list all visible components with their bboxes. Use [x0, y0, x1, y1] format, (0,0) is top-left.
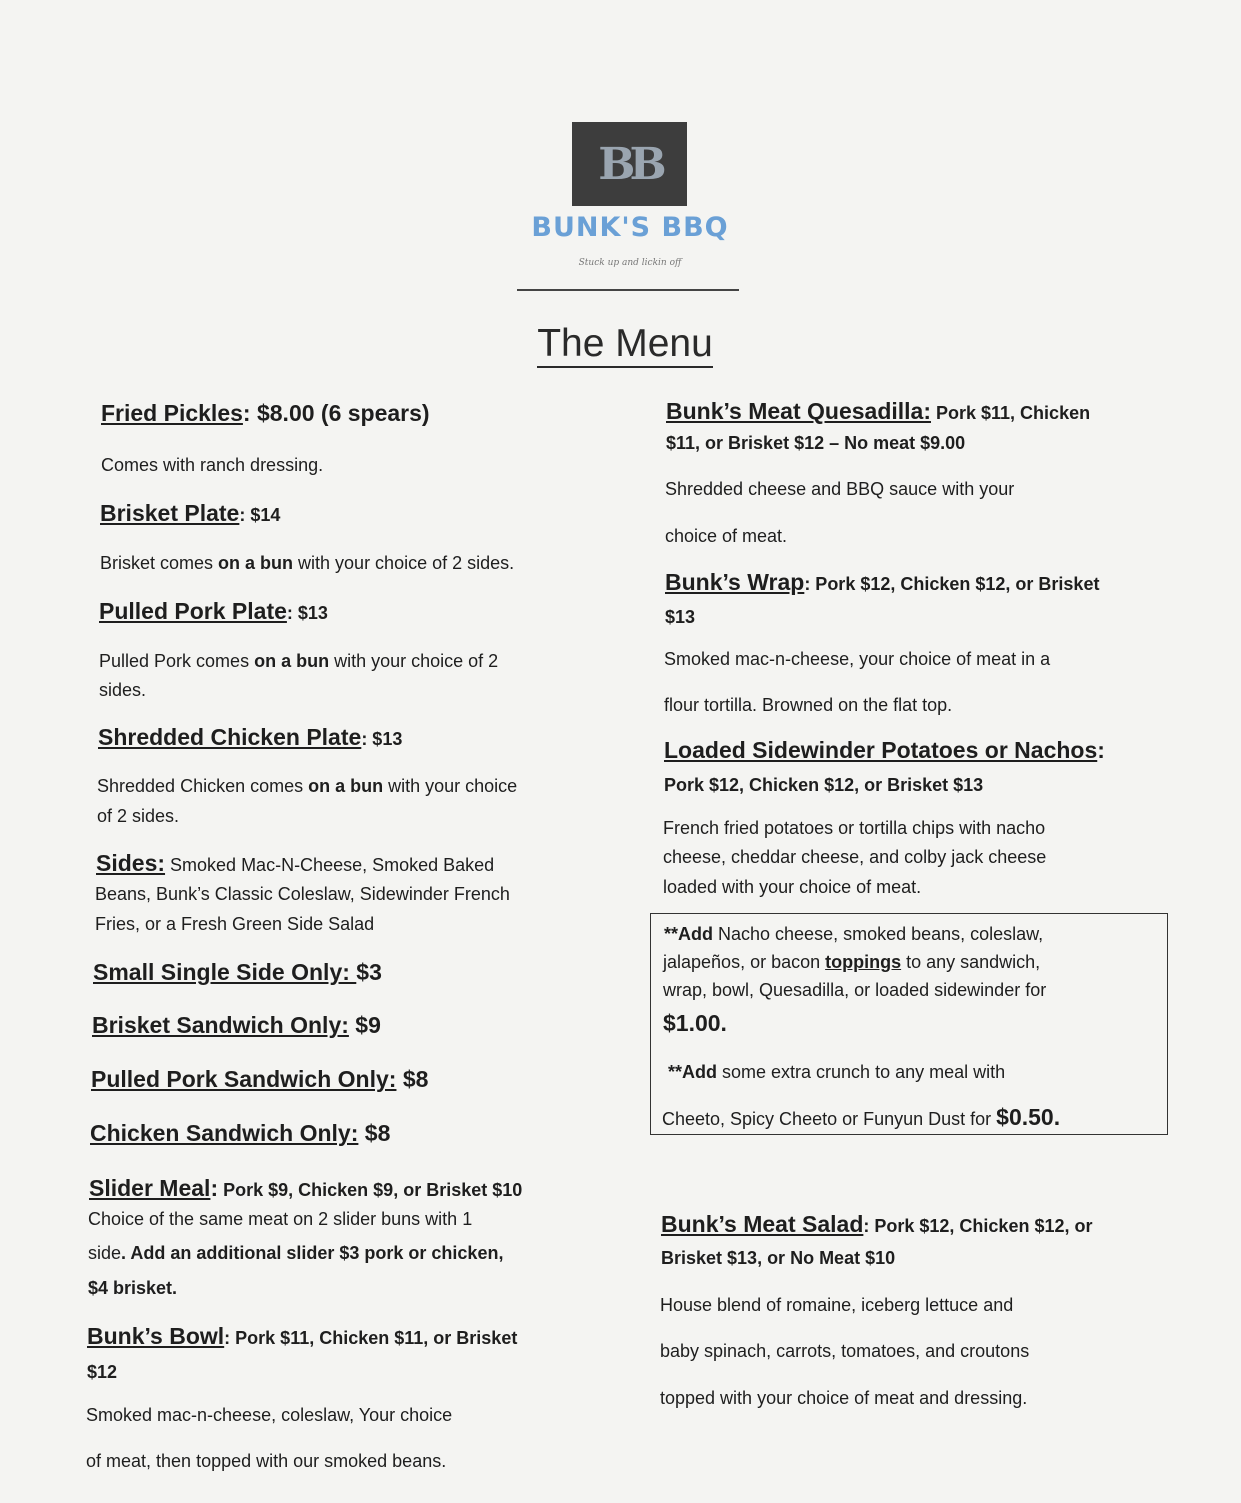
loaded-desc-1: French fried potatoes or tortilla chips with nacho	[663, 818, 1046, 838]
loaded-price: Pork $12, Chicken $12, or Brisket $13	[664, 775, 984, 795]
addons-box	[650, 913, 1168, 1135]
small-side-item: Small Single Side Only: $3	[93, 959, 382, 985]
slider-meal-desc-1: Choice of the same meat on 2 slider buns with 1	[88, 1209, 473, 1229]
addon-2-line-2: Cheeto, Spicy Cheeto or Funyun Dust for $0.50.	[662, 1104, 1061, 1130]
tagline: Stuck up and lickin off	[578, 258, 682, 268]
wrap-price-2: $13	[665, 607, 696, 627]
quesadilla-price-2: $11, or Brisket $12 – No meat $9.00	[666, 433, 966, 453]
bowl-heading: Bunk’s Bowl: Pork $11, Chicken $11, or Brisket	[87, 1323, 518, 1349]
wrap-heading: Bunk’s Wrap: Pork $12, Chicken $12, or Brisket	[665, 569, 1100, 595]
brisket-plate-heading: Brisket Plate: $14	[100, 500, 281, 526]
wrap-desc-1: Smoked mac-n-cheese, your choice of meat in a	[664, 649, 1051, 669]
slider-meal-desc-2: side. Add an additional slider $3 pork or chicken,	[88, 1243, 504, 1263]
addon-1-line-1: **Add Nacho cheese, smoked beans, coleslaw,	[664, 924, 1044, 944]
loaded-desc-2: cheese, cheddar cheese, and colby jack cheese	[663, 847, 1047, 867]
bowl-desc-1: Smoked mac-n-cheese, coleslaw, Your choice	[86, 1405, 453, 1425]
fried-pickles-desc: Comes with ranch dressing.	[101, 455, 324, 475]
salad-desc-2: baby spinach, carrots, tomatoes, and croutons	[660, 1341, 1030, 1361]
loaded-heading: Loaded Sidewinder Potatoes or Nachos:	[664, 737, 1105, 763]
addon-1-line-3: wrap, bowl, Quesadilla, or loaded sidewinder for	[663, 980, 1047, 1000]
sides-line-1: Sides: Smoked Mac-N-Cheese, Smoked Baked	[96, 850, 495, 876]
shredded-chicken-plate-heading: Shredded Chicken Plate: $13	[98, 724, 403, 750]
salad-price-2: Brisket $13, or No Meat $10	[661, 1248, 896, 1268]
sides-line-3: Fries, or a Fresh Green Side Salad	[95, 914, 375, 934]
brand-name: BUNK'S BBQ	[531, 212, 729, 243]
logo-mark: BB	[598, 138, 661, 190]
pulled-pork-plate-desc-1: Pulled Pork comes on a bun with your choice of 2	[99, 651, 499, 671]
loaded-desc-3: loaded with your choice of meat.	[663, 877, 922, 897]
bowl-desc-2: of meat, then topped with our smoked beans.	[86, 1451, 447, 1471]
pulled-pork-plate-desc-2: sides.	[99, 680, 147, 700]
addon-1-price: $1.00.	[663, 1010, 727, 1036]
wrap-desc-2: flour tortilla. Browned on the flat top.	[664, 695, 953, 715]
header-divider	[517, 289, 739, 291]
bowl-price-2: $12	[87, 1362, 118, 1382]
salad-heading: Bunk’s Meat Salad: Pork $12, Chicken $12, or	[661, 1211, 1093, 1237]
logo	[572, 122, 687, 206]
shredded-chicken-plate-desc-2: of 2 sides.	[97, 806, 180, 826]
salad-desc-1: House blend of romaine, iceberg lettuce and	[660, 1295, 1014, 1315]
addon-1-line-2: jalapeños, or bacon toppings to any sandwich,	[663, 952, 1041, 972]
sides-line-2: Beans, Bunk’s Classic Coleslaw, Sidewinder French	[95, 884, 510, 904]
slider-meal-heading: Slider Meal: Pork $9, Chicken $9, or Brisket $10	[89, 1175, 523, 1201]
quesadilla-desc-1: Shredded cheese and BBQ sauce with your	[665, 479, 1015, 499]
quesadilla-desc-2: choice of meat.	[665, 526, 788, 546]
pulled-pork-plate-heading: Pulled Pork Plate: $13	[99, 598, 328, 624]
fried-pickles-heading: Fried Pickles: $8.00 (6 spears)	[101, 400, 430, 426]
addon-2-line-1: **Add some extra crunch to any meal with	[668, 1062, 1006, 1082]
slider-meal-desc-3: $4 brisket.	[88, 1278, 178, 1298]
quesadilla-heading: Bunk’s Meat Quesadilla: Pork $11, Chicken	[666, 398, 1091, 424]
brisket-plate-desc: Brisket comes on a bun with your choice of 2 sides.	[100, 553, 515, 573]
shredded-chicken-plate-desc-1: Shredded Chicken comes on a bun with your choice	[97, 776, 518, 796]
salad-desc-3: topped with your choice of meat and dressing.	[660, 1388, 1028, 1408]
chicken-sandwich-item: Chicken Sandwich Only: $8	[90, 1120, 391, 1146]
brisket-sandwich-item: Brisket Sandwich Only: $9	[92, 1012, 381, 1038]
pulled-pork-sandwich-item: Pulled Pork Sandwich Only: $8	[91, 1066, 429, 1092]
page-title: The Menu	[480, 322, 770, 366]
